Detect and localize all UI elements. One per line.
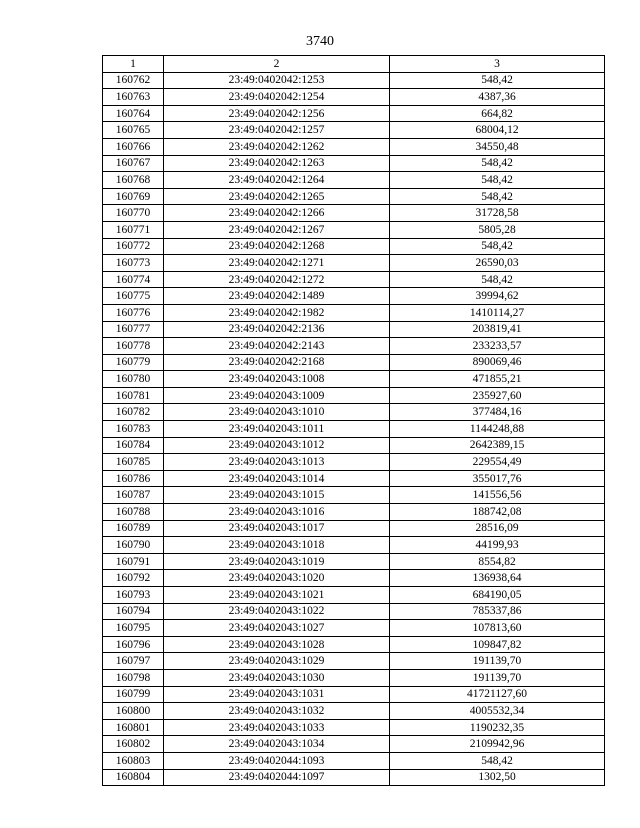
table-row <box>103 155 605 172</box>
row-number-cell: 160797 <box>103 653 164 670</box>
row-number-cell: 160767 <box>103 155 164 172</box>
table-row <box>103 653 605 670</box>
table-row <box>103 769 605 786</box>
row-number-cell: 160796 <box>103 636 164 653</box>
table-row <box>103 205 605 222</box>
row-number-cell: 160780 <box>103 371 164 388</box>
value-cell: 235927,60 <box>390 387 605 404</box>
row-number-cell: 160804 <box>103 769 164 786</box>
row-number-cell: 160781 <box>103 387 164 404</box>
row-number-cell: 160766 <box>103 138 164 155</box>
table-row <box>103 89 605 106</box>
cadastral-number-cell: 23:49:0402043:1013 <box>164 454 390 471</box>
value-cell: 548,42 <box>390 271 605 288</box>
value-cell: 203819,41 <box>390 321 605 338</box>
row-number-cell: 160803 <box>103 752 164 769</box>
table-row <box>103 437 605 454</box>
cadastral-number-cell: 23:49:0402042:1265 <box>164 188 390 205</box>
table-row <box>103 338 605 355</box>
value-cell: 548,42 <box>390 172 605 189</box>
table-row <box>103 321 605 338</box>
table-row <box>103 138 605 155</box>
table-row <box>103 719 605 736</box>
row-number-cell: 160779 <box>103 354 164 371</box>
row-number-cell: 160793 <box>103 587 164 604</box>
table-row <box>103 520 605 537</box>
row-number-cell: 160784 <box>103 437 164 454</box>
table-row <box>103 122 605 139</box>
table-row <box>103 686 605 703</box>
table-row <box>103 620 605 637</box>
value-cell: 548,42 <box>390 188 605 205</box>
cadastral-number-cell: 23:49:0402044:1093 <box>164 752 390 769</box>
cadastral-number-cell: 23:49:0402042:2143 <box>164 338 390 355</box>
value-cell: 44199,93 <box>390 537 605 554</box>
cadastral-number-cell: 23:49:0402043:1020 <box>164 570 390 587</box>
table-row <box>103 304 605 321</box>
cadastral-number-cell: 23:49:0402042:1262 <box>164 138 390 155</box>
value-cell: 28516,09 <box>390 520 605 537</box>
row-number-cell: 160800 <box>103 703 164 720</box>
value-cell: 141556,56 <box>390 487 605 504</box>
cadastral-number-cell: 23:49:0402042:1264 <box>164 172 390 189</box>
row-number-cell: 160765 <box>103 122 164 139</box>
cadastral-number-cell: 23:49:0402044:1097 <box>164 769 390 786</box>
row-number-cell: 160786 <box>103 470 164 487</box>
value-cell: 109847,82 <box>390 636 605 653</box>
value-cell: 34550,48 <box>390 138 605 155</box>
table-row <box>103 172 605 189</box>
value-cell: 4005532,34 <box>390 703 605 720</box>
value-cell: 548,42 <box>390 72 605 89</box>
row-number-cell: 160771 <box>103 221 164 238</box>
value-cell: 377484,16 <box>390 404 605 421</box>
value-cell: 1144248,88 <box>390 421 605 438</box>
cadastral-number-cell: 23:49:0402042:1263 <box>164 155 390 172</box>
cadastral-number-cell: 23:49:0402042:1271 <box>164 255 390 272</box>
value-cell: 68004,12 <box>390 122 605 139</box>
row-number-cell: 160783 <box>103 421 164 438</box>
column-header-number: 1 <box>103 56 164 73</box>
row-number-cell: 160788 <box>103 504 164 521</box>
value-cell: 890069,46 <box>390 354 605 371</box>
row-number-cell: 160787 <box>103 487 164 504</box>
cadastral-number-cell: 23:49:0402042:1489 <box>164 288 390 305</box>
value-cell: 26590,03 <box>390 255 605 272</box>
table-row <box>103 736 605 753</box>
cadastral-number-cell: 23:49:0402042:1982 <box>164 304 390 321</box>
value-cell: 41721127,60 <box>390 686 605 703</box>
cadastral-number-cell: 23:49:0402043:1014 <box>164 470 390 487</box>
cadastral-number-cell: 23:49:0402043:1011 <box>164 421 390 438</box>
row-number-cell: 160801 <box>103 719 164 736</box>
header-row <box>103 56 605 73</box>
row-number-cell: 160772 <box>103 238 164 255</box>
row-number-cell: 160774 <box>103 271 164 288</box>
cadastral-number-cell: 23:49:0402043:1032 <box>164 703 390 720</box>
value-cell: 31728,58 <box>390 205 605 222</box>
value-cell: 8554,82 <box>390 553 605 570</box>
row-number-cell: 160763 <box>103 89 164 106</box>
row-number-cell: 160773 <box>103 255 164 272</box>
cadastral-number-cell: 23:49:0402043:1015 <box>164 487 390 504</box>
value-cell: 355017,76 <box>390 470 605 487</box>
row-number-cell: 160789 <box>103 520 164 537</box>
row-number-cell: 160770 <box>103 205 164 222</box>
row-number-cell: 160778 <box>103 338 164 355</box>
cadastral-number-cell: 23:49:0402042:1257 <box>164 122 390 139</box>
table-row <box>103 188 605 205</box>
value-cell: 2109942,96 <box>390 736 605 753</box>
cadastral-number-cell: 23:49:0402043:1021 <box>164 587 390 604</box>
registry-table <box>102 55 605 786</box>
value-cell: 548,42 <box>390 238 605 255</box>
table-row <box>103 537 605 554</box>
row-number-cell: 160775 <box>103 288 164 305</box>
table-row <box>103 752 605 769</box>
cadastral-number-cell: 23:49:0402043:1008 <box>164 371 390 388</box>
cadastral-number-cell: 23:49:0402042:1254 <box>164 89 390 106</box>
value-cell: 1410114,27 <box>390 304 605 321</box>
table-row <box>103 271 605 288</box>
row-number-cell: 160764 <box>103 105 164 122</box>
cadastral-number-cell: 23:49:0402042:1268 <box>164 238 390 255</box>
value-cell: 191139,70 <box>390 653 605 670</box>
table-row <box>103 354 605 371</box>
cadastral-number-cell: 23:49:0402043:1022 <box>164 603 390 620</box>
value-cell: 191139,70 <box>390 669 605 686</box>
table-row <box>103 553 605 570</box>
cadastral-number-cell: 23:49:0402043:1029 <box>164 653 390 670</box>
cadastral-number-cell: 23:49:0402043:1031 <box>164 686 390 703</box>
cadastral-number-cell: 23:49:0402043:1012 <box>164 437 390 454</box>
value-cell: 548,42 <box>390 155 605 172</box>
table-row <box>103 255 605 272</box>
row-number-cell: 160768 <box>103 172 164 189</box>
cadastral-number-cell: 23:49:0402042:2136 <box>164 321 390 338</box>
value-cell: 785337,86 <box>390 603 605 620</box>
row-number-cell: 160782 <box>103 404 164 421</box>
column-header-value: 3 <box>390 56 605 73</box>
table-row <box>103 454 605 471</box>
cadastral-number-cell: 23:49:0402042:1256 <box>164 105 390 122</box>
cadastral-number-cell: 23:49:0402042:1266 <box>164 205 390 222</box>
table-row <box>103 570 605 587</box>
cadastral-number-cell: 23:49:0402043:1016 <box>164 504 390 521</box>
cadastral-number-cell: 23:49:0402043:1028 <box>164 636 390 653</box>
cadastral-number-cell: 23:49:0402043:1018 <box>164 537 390 554</box>
cadastral-number-cell: 23:49:0402043:1027 <box>164 620 390 637</box>
value-cell: 5805,28 <box>390 221 605 238</box>
table-row <box>103 105 605 122</box>
row-number-cell: 160791 <box>103 553 164 570</box>
column-header-cadastral-number: 2 <box>164 56 390 73</box>
value-cell: 4387,36 <box>390 89 605 106</box>
table-row <box>103 470 605 487</box>
row-number-cell: 160798 <box>103 669 164 686</box>
table-row <box>103 603 605 620</box>
cadastral-number-cell: 23:49:0402043:1009 <box>164 387 390 404</box>
row-number-cell: 160790 <box>103 537 164 554</box>
value-cell: 471855,21 <box>390 371 605 388</box>
cadastral-number-cell: 23:49:0402043:1030 <box>164 669 390 686</box>
cadastral-number-cell: 23:49:0402043:1033 <box>164 719 390 736</box>
value-cell: 548,42 <box>390 752 605 769</box>
value-cell: 229554,49 <box>390 454 605 471</box>
row-number-cell: 160776 <box>103 304 164 321</box>
row-number-cell: 160794 <box>103 603 164 620</box>
table-row <box>103 636 605 653</box>
row-number-cell: 160769 <box>103 188 164 205</box>
page-number: 3740 <box>306 34 334 49</box>
table-row <box>103 504 605 521</box>
cadastral-number-cell: 23:49:0402043:1019 <box>164 553 390 570</box>
row-number-cell: 160799 <box>103 686 164 703</box>
cadastral-number-cell: 23:49:0402042:1253 <box>164 72 390 89</box>
value-cell: 1190232,35 <box>390 719 605 736</box>
value-cell: 684190,05 <box>390 587 605 604</box>
table-row <box>103 487 605 504</box>
row-number-cell: 160785 <box>103 454 164 471</box>
value-cell: 1302,50 <box>390 769 605 786</box>
table-row <box>103 587 605 604</box>
table-row <box>103 288 605 305</box>
cadastral-number-cell: 23:49:0402043:1010 <box>164 404 390 421</box>
table-body <box>103 72 605 786</box>
cadastral-number-cell: 23:49:0402042:1272 <box>164 271 390 288</box>
row-number-cell: 160762 <box>103 72 164 89</box>
table-row <box>103 221 605 238</box>
cadastral-number-cell: 23:49:0402043:1034 <box>164 736 390 753</box>
cadastral-number-cell: 23:49:0402043:1017 <box>164 520 390 537</box>
table-row <box>103 238 605 255</box>
row-number-cell: 160777 <box>103 321 164 338</box>
row-number-cell: 160795 <box>103 620 164 637</box>
table-row <box>103 421 605 438</box>
table-row <box>103 703 605 720</box>
value-cell: 664,82 <box>390 105 605 122</box>
value-cell: 107813,60 <box>390 620 605 637</box>
cadastral-number-cell: 23:49:0402042:2168 <box>164 354 390 371</box>
table-row <box>103 72 605 89</box>
value-cell: 39994,62 <box>390 288 605 305</box>
row-number-cell: 160792 <box>103 570 164 587</box>
table-row <box>103 404 605 421</box>
value-cell: 188742,08 <box>390 504 605 521</box>
table-row <box>103 387 605 404</box>
table-row <box>103 669 605 686</box>
value-cell: 2642389,15 <box>390 437 605 454</box>
cadastral-number-cell: 23:49:0402042:1267 <box>164 221 390 238</box>
row-number-cell: 160802 <box>103 736 164 753</box>
table-row <box>103 371 605 388</box>
value-cell: 136938,64 <box>390 570 605 587</box>
value-cell: 233233,57 <box>390 338 605 355</box>
